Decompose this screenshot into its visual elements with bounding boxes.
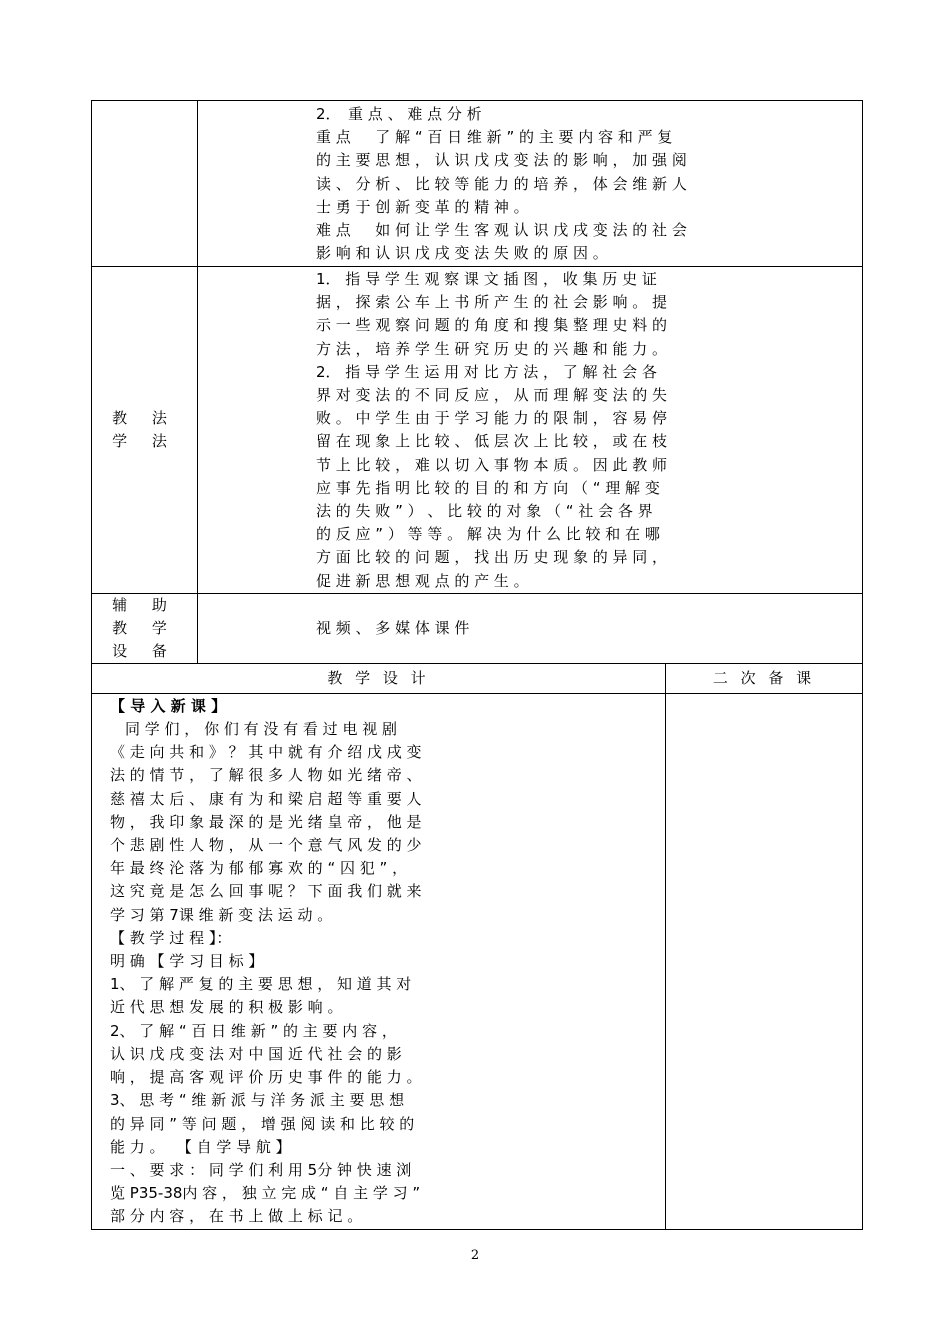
focus-line: 难 点 如 何 让 学 生 客 观 认 识 戊 戌 变 法 的 社 会	[316, 221, 687, 240]
equipment-label-3: 设 备	[112, 641, 177, 660]
design-line: 法 的 情 节 ， 了 解 很 多 人 物 如 光 绪 帝 、	[110, 766, 422, 785]
equipment-text: 视 频 、 多 媒 体 课 件	[316, 618, 470, 637]
design-line: 年 最 终 沦 落 为 郁 郁 寡 欢 的 “ 囚 犯 ” ，	[110, 859, 408, 878]
design-heading-process: 【 教 学 过 程 】：	[110, 928, 232, 947]
design-line: 1、 了 解 严 复 的 主 要 思 想 ， 知 道 其 对	[110, 975, 412, 994]
methods-line: 应 事 先 指 明 比 较 的 目 的 和 方 向 （ “ 理 解 变	[316, 478, 660, 497]
methods-line: 示 一 些 观 察 问 题 的 角 度 和 搜 集 整 理 史 料 的	[316, 316, 668, 335]
design-line: 览 P35-38内 容 ， 独 立 完 成 “ 自 主 学 习 ”	[110, 1184, 421, 1203]
design-line: 一 、 要 求 ： 同 学 们 利 用 5分 钟 快 速 浏	[110, 1160, 412, 1179]
design-line: 近 代 思 想 发 展 的 积 极 影 响 。	[110, 998, 343, 1017]
design-line: 学 习 第 7课 维 新 变 法 运 动 。	[110, 905, 333, 924]
methods-label-cell	[92, 267, 198, 594]
focus-line: 的 主 要 思 想 ， 认 识 戊 戌 变 法 的 影 响 ， 加 强 阅	[316, 151, 687, 170]
methods-line: 法 的 失 败 ” ） 、 比 较 的 对 象 （ “ 社 会 各 界	[316, 502, 653, 521]
design-line: 个 悲 剧 性 人 物 ， 从 一 个 意 气 风 发 的 少	[110, 836, 422, 855]
methods-line: 据 ， 探 索 公 车 上 书 所 产 生 的 社 会 影 响 。 提	[316, 293, 668, 312]
page-number: 2	[470, 1248, 480, 1263]
focus-line: 读 、 分 析 、 比 较 等 能 力 的 培 养 ， 体 会 维 新 人	[316, 174, 687, 193]
methods-text	[198, 267, 862, 593]
design-line: 慈 禧 太 后 、 康 有 为 和 梁 启 超 等 重 要 人	[110, 789, 422, 808]
design-line: 《 走 向 共 和 》 ？ 其 中 就 有 介 绍 戊 戌 变	[110, 743, 422, 762]
row-focus-points	[92, 101, 863, 267]
methods-line: 败 。 中 学 生 由 于 学 习 能 力 的 限 制 ， 容 易 停	[316, 409, 668, 428]
design-line: 2、 了 解 “ 百 日 维 新 ” 的 主 要 内 容 ，	[110, 1021, 397, 1040]
design-header-right	[666, 663, 863, 693]
methods-line: 促 进 新 思 想 观 点 的 产 生 。	[316, 571, 529, 590]
methods-line: 留 在 现 象 上 比 较 、 低 层 次 上 比 较 ， 或 在 枝	[316, 432, 668, 451]
design-line: 能 力 。 【 自 学 导 航 】	[110, 1137, 291, 1156]
design-line: 明 确 【 学 习 目 标 】	[110, 952, 264, 971]
methods-line: 节 上 比 较 ， 难 以 切 入 事 物 本 质 。 因 此 教 师	[316, 455, 668, 474]
focus-content-cell	[198, 101, 863, 267]
second-prep-title: 二 次 备 课	[712, 668, 816, 687]
design-line: 这 究 竟 是 怎 么 回 事 呢 ？ 下 面 我 们 就 来	[110, 882, 422, 901]
equipment-label-2: 教 学	[112, 618, 177, 637]
equipment-label-cell	[92, 593, 198, 663]
methods-content-cell	[198, 267, 863, 594]
row-design-header	[92, 663, 863, 693]
methods-label-1: 教 法	[112, 408, 177, 427]
design-line: 响 ， 提 高 客 观 评 价 历 史 事 件 的 能 力 。	[110, 1068, 422, 1087]
design-header-title: 教 学 设 计	[327, 668, 430, 687]
design-line: 3、 思 考 “ 维 新 派 与 洋 务 派 主 要 思 想	[110, 1091, 405, 1110]
design-line: 同 学 们 ， 你 们 有 没 有 看 过 电 视 剧	[110, 720, 397, 739]
design-text	[92, 694, 665, 1229]
focus-line: 士 勇 于 创 新 变 革 的 精 神 。	[316, 197, 529, 216]
design-line: 物 ， 我 印 象 最 深 的 是 光 绪 皇 帝 ， 他 是	[110, 812, 422, 831]
methods-line: 的 反 应 ” ） 等 等 。 解 决 为 什 么 比 较 和 在 哪	[316, 525, 660, 544]
second-prep-cell	[666, 693, 863, 1229]
methods-line: 2． 指 导 学 生 运 用 对 比 方 法 ， 了 解 社 会 各	[316, 362, 657, 381]
methods-label-2: 学 法	[112, 431, 177, 450]
design-line: 的 异 同 ” 等 问 题 ， 增 强 阅 读 和 比 较 的	[110, 1114, 415, 1133]
lesson-plan-table	[91, 100, 863, 1230]
equipment-label-1: 辅 助	[112, 595, 177, 614]
methods-line: 方 法 ， 培 养 学 生 研 究 历 史 的 兴 趣 和 能 力 。	[316, 339, 668, 358]
row-design-content	[92, 693, 863, 1229]
focus-text	[198, 101, 862, 265]
equipment-content-cell	[198, 593, 863, 663]
focus-line: 重 点 了 解 “ 百 日 维 新 ” 的 主 要 内 容 和 严 复	[316, 128, 673, 147]
methods-line: 方 面 比 较 的 问 题 ， 找 出 历 史 现 象 的 异 同 ，	[316, 548, 668, 567]
design-heading-intro: 【 导 入 新 课 】	[110, 696, 227, 715]
design-line: 部 分 内 容 ， 在 书 上 做 上 标 记 。	[110, 1207, 363, 1226]
design-content-cell	[92, 693, 666, 1229]
design-header-left	[92, 663, 666, 693]
focus-label-cell	[92, 101, 198, 267]
methods-line: 界 对 变 法 的 不 同 反 应 ， 从 而 理 解 变 法 的 失	[316, 386, 668, 405]
focus-line: 影 响 和 认 识 戊 戌 变 法 失 败 的 原 因 。	[316, 244, 608, 263]
design-line: 认 识 戊 戌 变 法 对 中 国 近 代 社 会 的 影	[110, 1044, 402, 1063]
row-equipment	[92, 593, 863, 663]
row-methods	[92, 267, 863, 594]
focus-line: 2． 重 点 、 难 点 分 析	[316, 105, 482, 123]
methods-line: 1． 指 导 学 生 观 察 课 文 插 图 ， 收 集 历 史 证	[316, 270, 657, 288]
